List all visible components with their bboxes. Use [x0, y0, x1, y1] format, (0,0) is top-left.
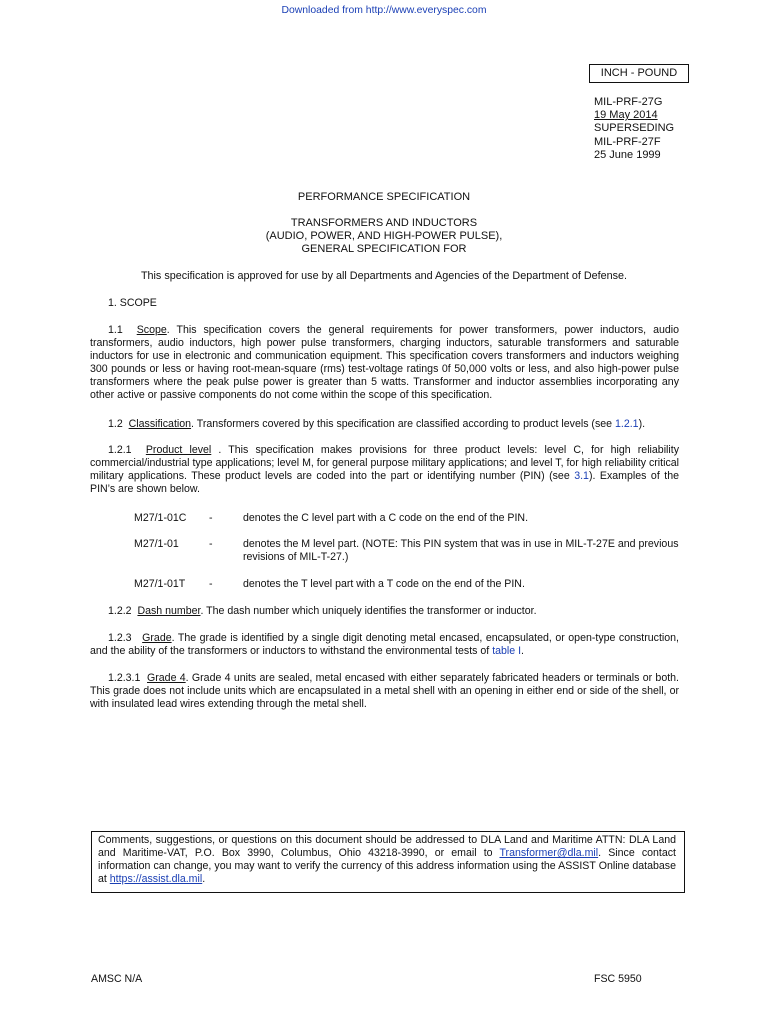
comments-text-end: . — [202, 873, 206, 885]
pin-dash: - — [209, 578, 213, 590]
pin-description: denotes the M level part. (NOTE: This PIN system that was in use in MIL-T-27E and previous revisions of MIL-T-27.) — [243, 538, 679, 563]
paragraph-1-2-3-grade — [90, 632, 679, 658]
pin-description: denotes the T level part with a T code on the end of the PIN. — [243, 578, 525, 590]
paragraph-title: Product level — [145, 444, 212, 456]
paragraph-text: . Grade 4 units are sealed, metal encased with either separately fabricated headers or terminals or both. This grade does not include units which are encapsulated in a metal shell with an opening in either end or side of the shell, or with insulated lead wires extending through the metal shell. — [90, 672, 679, 710]
paragraph-number: 1.2.2 — [108, 605, 132, 617]
paragraph-1-1-scope — [90, 324, 679, 402]
paragraph-title: Grade 4 — [147, 672, 186, 684]
paragraph-title: Scope — [136, 324, 167, 336]
email-link[interactable]: Transformer@dla.mil — [499, 847, 599, 859]
units-box: INCH - POUND — [589, 64, 689, 83]
document-identification-block — [594, 96, 674, 162]
paragraph-title: Grade — [142, 632, 172, 644]
title-line-3: GENERAL SPECIFICATION FOR — [301, 243, 467, 255]
pin-description: denotes the C level part with a C code on the end of the PIN. — [243, 512, 529, 524]
paragraph-text: . The grade is identified by a single digit denoting metal encased, encapsulated, or open-type construction, and the ability of the transformers or inductors to withstand the environmental tests of — [90, 632, 679, 657]
paragraph-number: 1.2.3.1 — [108, 672, 141, 684]
paragraph-number: 1.2.1 — [108, 444, 132, 456]
comments-contact-box — [91, 831, 685, 893]
superseded-document-date: 25 June 1999 — [594, 148, 661, 161]
pin-code: M27/1-01T — [134, 578, 186, 590]
assist-url-link[interactable]: https://assist.dla.mil — [109, 873, 203, 885]
pin-dash: - — [209, 538, 213, 550]
paragraph-number: 1.2.3 — [108, 632, 132, 644]
paragraph-1-2-1-product-level — [90, 444, 679, 496]
pin-dash: - — [209, 512, 213, 524]
download-source-link[interactable]: Downloaded from http://www.everyspec.com — [281, 5, 487, 16]
title-line-1: TRANSFORMERS AND INDUCTORS — [290, 217, 478, 229]
specification-type: PERFORMANCE SPECIFICATION — [297, 191, 471, 203]
paragraph-1-2-2-dash-number — [90, 605, 679, 618]
section-1-heading: 1. SCOPE — [108, 297, 157, 309]
pin-code: M27/1-01 — [134, 538, 179, 550]
superseding-label: SUPERSEDING — [594, 122, 675, 135]
reference-link-1-2-1[interactable]: 1.2.1 — [615, 418, 639, 430]
document-date: 19 May 2014 — [594, 109, 658, 122]
reference-link-table-1[interactable]: table I — [492, 645, 522, 657]
paragraph-1-2-classification — [90, 418, 679, 431]
comments-text-middle: . Since contact information can change, you may want to verify the currency of this address information using the ASSIST Online database at — [98, 847, 676, 885]
footer-fsc: FSC 5950 — [594, 973, 642, 985]
paragraph-text-end: ). — [638, 418, 646, 430]
paragraph-number: 1.2 — [108, 418, 123, 430]
paragraph-text: . This specification makes provisions for three product levels: level C, for high reliability commercial/industrial type applications; level M, for general purpose military applications; and level T, for high reliability critical military applications. These product levels are coded into the part or identifying number (PIN) (see — [90, 444, 679, 482]
paragraph-number: 1.1 — [108, 324, 123, 336]
paragraph-text: . The dash number which uniquely identifies the transformer or inductor. — [200, 605, 537, 617]
paragraph-1-2-3-1-grade-4 — [90, 672, 679, 711]
paragraph-text: . Transformers covered by this specification are classified according to product levels (see — [191, 418, 615, 430]
comments-text: Comments, suggestions, or questions on this document should be addressed to DLA Land and Maritime ATTN: DLA Land and Maritime-VAT, P.O. Box 3990, Columbus, Ohio 43218-3990, or email to — [98, 834, 676, 859]
reference-link-3-1[interactable]: 3.1 — [574, 470, 589, 482]
approval-statement: This specification is approved for use by all Departments and Agencies of the Department of Defense. — [140, 270, 628, 282]
document-id: MIL-PRF-27G — [594, 96, 663, 108]
paragraph-title: Dash number — [137, 605, 201, 617]
paragraph-text: . This specification covers the general requirements for power transformers, power inductors, audio transformers, audio inductors, high power pulse transformers, charging inductors, saturable transformers and saturable inductors for use in electronic and communication equipment. This specification covers transformers and inductors weighing 300 pounds or less or having root-mean-square (rms) test-voltage ratings 0f 50,000 volts or less, and also high-power pulse transformers where the peak pulse power is greater than 5 watts. Transformer and inductor assemblies incorporating any other active or passive components do not come within the scope of this specification. — [90, 324, 679, 401]
paragraph-text-end: ). Examples of the PIN’s are shown below. — [90, 470, 679, 495]
paragraph-text-end: . — [521, 645, 524, 657]
footer-amsc: AMSC N/A — [91, 973, 143, 985]
paragraph-title: Classification — [128, 418, 192, 430]
title-line-2: (AUDIO, POWER, AND HIGH-POWER PULSE), — [265, 230, 503, 242]
superseded-document-id: MIL-PRF-27F — [594, 135, 661, 148]
pin-code: M27/1-01C — [134, 512, 187, 524]
